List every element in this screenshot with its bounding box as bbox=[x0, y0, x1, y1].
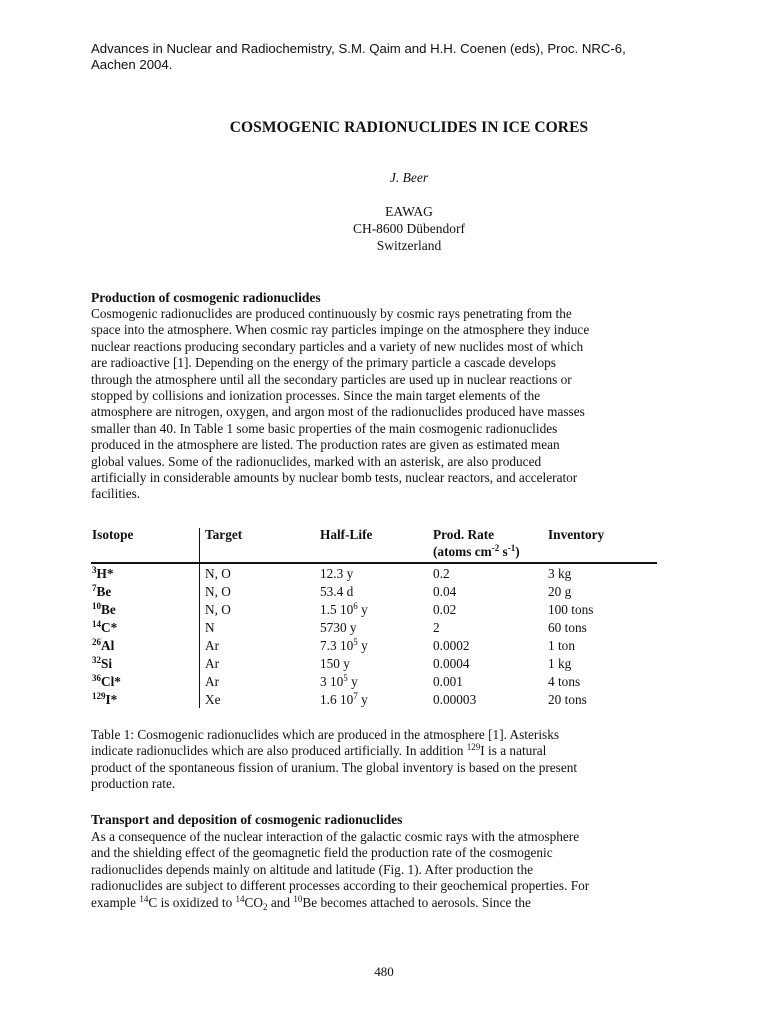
cell-prod-rate: 0.02 bbox=[433, 602, 457, 617]
element-symbol: Be bbox=[96, 584, 112, 599]
column-header-prod-rate: Prod. Rate bbox=[433, 527, 495, 542]
mass-number: 129 bbox=[92, 691, 106, 701]
unit-exponent: -2 bbox=[491, 543, 500, 553]
cell-prod-rate: 0.001 bbox=[433, 674, 463, 689]
caption-line: Table 1: Cosmogenic radionuclides which are produced in the atmosphere [1]. Asterisks bbox=[91, 727, 560, 742]
mass-number: 129 bbox=[466, 742, 481, 753]
cell-half-life bbox=[320, 566, 353, 582]
half-life-exponent: 5 bbox=[353, 637, 358, 647]
paragraph-text: C is oxidized to bbox=[148, 894, 236, 910]
column-header-half-life: Half-Life bbox=[320, 527, 373, 542]
half-life-value: 1.6 10 bbox=[320, 692, 354, 707]
mass-number: 7 bbox=[92, 583, 97, 593]
paragraph-transport bbox=[91, 829, 679, 911]
half-life-unit: y bbox=[357, 692, 368, 707]
half-life-value: 12.3 y bbox=[320, 566, 354, 581]
caption-text: I is a natural bbox=[480, 743, 547, 759]
cell-isotope bbox=[92, 638, 114, 654]
table-column-divider bbox=[199, 528, 200, 708]
cell-isotope bbox=[92, 566, 114, 582]
cell-half-life bbox=[320, 656, 350, 672]
mass-number: 14 bbox=[139, 893, 149, 904]
mass-number: 10 bbox=[293, 893, 303, 904]
mass-number: 3 bbox=[92, 565, 97, 575]
half-life-unit: y bbox=[357, 638, 368, 653]
paper-title: COSMOGENIC RADIONUCLIDES IN ICE CORES bbox=[229, 119, 589, 136]
paragraph-line: atmosphere are nitrogen, oxygen, and argon most of the radionuclides produced have masses bbox=[91, 404, 585, 420]
cell-target: Ar bbox=[205, 674, 220, 689]
table-caption bbox=[91, 727, 679, 793]
element-symbol: H* bbox=[96, 566, 114, 581]
cell-half-life bbox=[320, 620, 357, 636]
unit-exponent: -1 bbox=[507, 543, 516, 553]
column-header-isotope: Isotope bbox=[92, 527, 134, 542]
paragraph-line: radionuclides are subject to different processes according to their geochemical properties. For bbox=[91, 878, 590, 894]
cell-half-life bbox=[320, 674, 358, 690]
paragraph-line bbox=[91, 895, 679, 911]
section-heading-production: Production of cosmogenic radionuclides bbox=[91, 290, 321, 305]
half-life-unit: y bbox=[347, 674, 358, 689]
cell-target: N, O bbox=[205, 566, 231, 581]
element-symbol: C* bbox=[101, 620, 118, 635]
paragraph-line: global values. Some of the radionuclides, marked with an asterisk, are also produced bbox=[91, 453, 542, 469]
cell-isotope bbox=[92, 692, 117, 708]
cell-prod-rate: 0.04 bbox=[433, 584, 457, 599]
cell-inventory: 100 tons bbox=[548, 602, 594, 617]
paragraph-line: are radioactive [1]. Depending on the energy of the primary particle a cascade develops bbox=[91, 355, 556, 371]
element-symbol: Al bbox=[101, 638, 115, 653]
paragraph-line: through the atmosphere until all the secondary particles are used up in nuclear reactions or bbox=[91, 371, 572, 387]
paragraph-text: and bbox=[267, 894, 294, 910]
cell-half-life bbox=[320, 638, 368, 654]
column-header-inventory: Inventory bbox=[548, 527, 605, 542]
paragraph-line: space into the atmosphere. When cosmic ray particles impinge on the atmosphere they induce bbox=[91, 322, 590, 338]
table-header-rule bbox=[91, 562, 657, 564]
cell-target: Ar bbox=[205, 656, 220, 671]
half-life-value: 3 10 bbox=[320, 674, 344, 689]
element-symbol: Si bbox=[101, 656, 113, 671]
caption-line bbox=[91, 743, 679, 759]
cell-target: N bbox=[205, 620, 215, 635]
cell-isotope bbox=[92, 674, 121, 690]
cell-isotope bbox=[92, 602, 116, 618]
cell-inventory: 4 tons bbox=[548, 674, 581, 689]
paragraph-line: and the shielding effect of the geomagnetic field the production rate of the cosmogenic bbox=[91, 845, 553, 861]
affiliation-line-2: CH-8600 Dübendorf bbox=[352, 221, 466, 236]
cell-inventory: 1 kg bbox=[548, 656, 572, 671]
element-symbol: Be bbox=[101, 602, 116, 617]
mass-number: 14 bbox=[235, 893, 245, 904]
header-line-1: Advances in Nuclear and Radiochemistry, S.M. Qaim and H.H. Coenen (eds), Proc. NRC-6, bbox=[91, 41, 626, 56]
caption-line: product of the spontaneous fission of uranium. The global inventory is based on the present bbox=[91, 759, 578, 775]
page-number: 480 bbox=[374, 964, 394, 979]
cell-target: Xe bbox=[205, 692, 221, 707]
half-life-value: 150 y bbox=[320, 656, 350, 671]
paragraph-line: Cosmogenic radionuclides are produced continuously by cosmic rays penetrating from the bbox=[91, 306, 572, 321]
cell-target: Ar bbox=[205, 638, 220, 653]
cell-half-life bbox=[320, 692, 368, 708]
cell-prod-rate: 0.0002 bbox=[433, 638, 470, 653]
mass-number: 26 bbox=[92, 637, 101, 647]
paragraph-line: radionuclides depends mainly on altitude and latitude (Fig. 1). After production the bbox=[91, 861, 534, 877]
column-header-target: Target bbox=[205, 527, 243, 542]
caption-line: production rate. bbox=[91, 776, 176, 792]
paragraph-line: produced in the atmosphere are listed. The production rates are given as estimated mean bbox=[91, 437, 560, 453]
header-line-2: Aachen 2004. bbox=[91, 57, 173, 72]
cell-target: N, O bbox=[205, 584, 231, 599]
subscript: 2 bbox=[263, 901, 268, 912]
paragraph-line: facilities. bbox=[91, 486, 141, 502]
section-heading-transport: Transport and deposition of cosmogenic radionuclides bbox=[91, 812, 403, 827]
mass-number: 10 bbox=[92, 601, 101, 611]
cell-inventory: 20 g bbox=[548, 584, 572, 599]
cell-isotope bbox=[92, 656, 112, 672]
mass-number: 36 bbox=[92, 673, 101, 683]
element-symbol: Cl* bbox=[101, 674, 121, 689]
half-life-exponent: 6 bbox=[353, 601, 358, 611]
affiliation-line-1: EAWAG bbox=[385, 204, 433, 219]
half-life-value: 5730 y bbox=[320, 620, 357, 635]
cell-inventory: 1 ton bbox=[548, 638, 575, 653]
mass-number: 32 bbox=[92, 655, 101, 665]
cell-isotope bbox=[92, 620, 117, 636]
unit-text: (atoms cm bbox=[433, 544, 492, 559]
half-life-value: 53.4 d bbox=[320, 584, 354, 599]
cell-target: N, O bbox=[205, 602, 231, 617]
half-life-value: 1.5 10 bbox=[320, 602, 354, 617]
cell-prod-rate: 0.0004 bbox=[433, 656, 470, 671]
cell-half-life bbox=[320, 602, 368, 618]
cell-prod-rate: 2 bbox=[433, 620, 440, 635]
cell-half-life bbox=[320, 584, 353, 600]
cell-inventory: 3 kg bbox=[548, 566, 572, 581]
cell-prod-rate: 0.2 bbox=[433, 566, 450, 581]
paragraph-line: As a consequence of the nuclear interaction of the galactic cosmic rays with the atmosphere bbox=[91, 829, 580, 844]
paragraph-line: smaller than 40. In Table 1 some basic properties of the main cosmogenic radionuclides bbox=[91, 420, 558, 436]
cell-prod-rate: 0.00003 bbox=[433, 692, 477, 707]
paragraph-line: stopped by collisions and ionization processes. Since the main target elements of the bbox=[91, 388, 541, 404]
mass-number: 14 bbox=[92, 619, 101, 629]
affiliation-line-3: Switzerland bbox=[376, 238, 442, 253]
paragraph-text: CO bbox=[244, 894, 264, 910]
half-life-value: 7.3 10 bbox=[320, 638, 354, 653]
paragraph-text: example bbox=[91, 894, 140, 910]
caption-text: indicate radionuclides which are also produced artificially. In addition bbox=[91, 743, 467, 759]
unit-text: s bbox=[499, 544, 508, 559]
paragraph-text: Be becomes attached to aerosols. Since the bbox=[302, 894, 531, 910]
author: J. Beer bbox=[389, 170, 429, 185]
cell-inventory: 20 tons bbox=[548, 692, 587, 707]
paragraph-line: artificially in considerable amounts by nuclear bomb tests, nuclear reactors, and accelerator bbox=[91, 470, 578, 486]
element-symbol: I* bbox=[105, 692, 118, 707]
half-life-exponent: 7 bbox=[353, 691, 358, 701]
cell-isotope bbox=[92, 584, 111, 600]
unit-text: ) bbox=[515, 544, 520, 559]
half-life-exponent: 5 bbox=[343, 673, 348, 683]
running-header bbox=[91, 41, 701, 73]
paragraph-line: nuclear reactions producing secondary particles and a variety of new nuclides most of which bbox=[91, 338, 584, 354]
column-header-prod-rate-unit bbox=[433, 544, 520, 560]
half-life-unit: y bbox=[357, 602, 368, 617]
paragraph-production bbox=[91, 306, 679, 503]
cell-inventory: 60 tons bbox=[548, 620, 587, 635]
